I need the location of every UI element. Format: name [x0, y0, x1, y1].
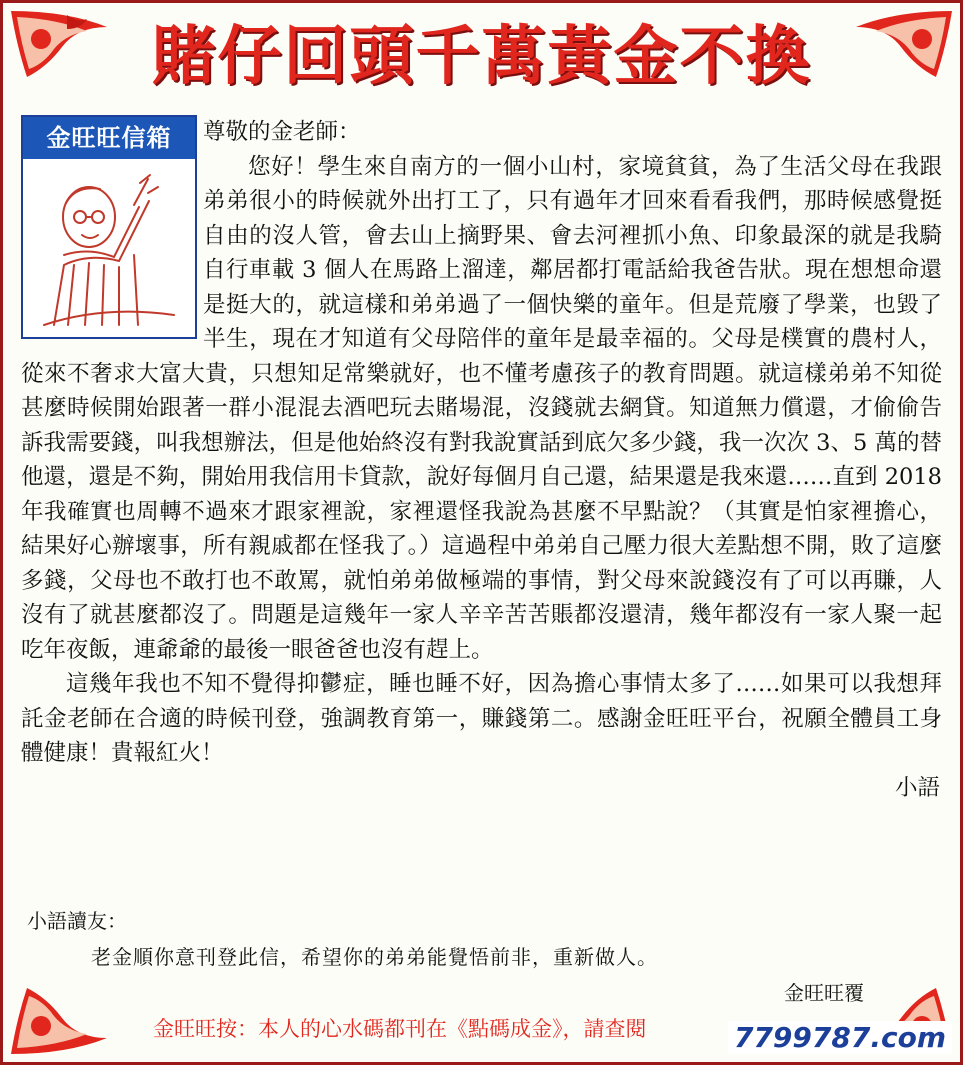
letter-paragraph-2: 這幾年我也不知不覺得抑鬱症，睡也睡不好，因為擔心事情太多了……如果可以我想拜託金老師在合適的時候刊登，強調教育第一，賺錢第二。感謝金旺旺平台，祝願全體員工身體健康！貴報紅火！: [21, 671, 942, 766]
corner-ornament-icon: [7, 7, 127, 107]
letter-paragraph-1: 您好！學生來自南方的一個小山村，家境貧貧，為了生活父母在我跟弟弟很小的時候就外出打工了，只有過年才回來看看我們，那時候感覺挺自由的沒人管，會去山上摘野果、會去河裡抓小魚、印象最深的就是我騎自行車載 3 個人在馬路上溜達，鄰居都打電話給我爸告狀。現在想想命還是挺大的，就這樣和弟弟過了一個快樂的童年。但是荒廢了學業，也毀了半生，現在才知道有父母陪伴的童年是最幸福的。父母是樸實的農村人，從來不奢求大富大貴，只想知足常樂就好，也不懂考慮孩子的教育問題。就這樣弟弟不知從甚麼時候開始跟著一群小混混去酒吧玩去賭場混，沒錢就去網貸。知道無力償還，才偷偷告訴我需要錢，叫我想辦法，但是他始終沒有對我說實話到底欠多少錢，我一次次 3、5 萬的替他還，還是不夠，開始用我信用卡貸款，說好每個月自己還，結果還是我來還……直到 2018 年我確實也周轉不過來才跟家裡說，家裡還怪我說為甚麼不早點說？（其實是怕家裡擔心，結果好心辦壞事，所有親戚都在怪我了。）這過程中弟弟自己壓力很大差點想不開，敗了這麼多錢，父母也不敢打也不敢罵，就怕弟弟做極端的事情，對父母來說錢沒有了可以再賺，人沒有了就甚麼都沒了。問題是這幾年一家人辛辛苦苦賬都沒還清，幾年都沒有一家人聚一起吃年夜飯，連爺爺的最後一眼爸爸也沒有趕上。: [21, 153, 942, 663]
letter-salutation: 尊敬的金老師：: [203, 119, 361, 145]
editor-reply: [27, 903, 920, 1011]
column-title: 金旺旺信箱: [23, 117, 195, 159]
reply-salutation: 小語讀友：: [27, 909, 127, 933]
letter-body: [21, 115, 942, 805]
corner-ornament-icon: [836, 7, 956, 107]
reply-message: 老金順你意刊登此信，希望你的弟弟能覺悟前非，重新做人。: [91, 945, 658, 969]
site-watermark: 7799787.com: [728, 1021, 952, 1054]
letter-signature: 小語: [894, 774, 940, 801]
headline: 賭仔回頭千萬黃金不換: [151, 19, 812, 94]
editor-note: 金旺旺按：本人的心水碼都刊在《點碼成金》，請查閱: [153, 1017, 647, 1041]
logo-spacer: [21, 115, 203, 337]
reply-signature: 金旺旺覆: [784, 981, 864, 1005]
